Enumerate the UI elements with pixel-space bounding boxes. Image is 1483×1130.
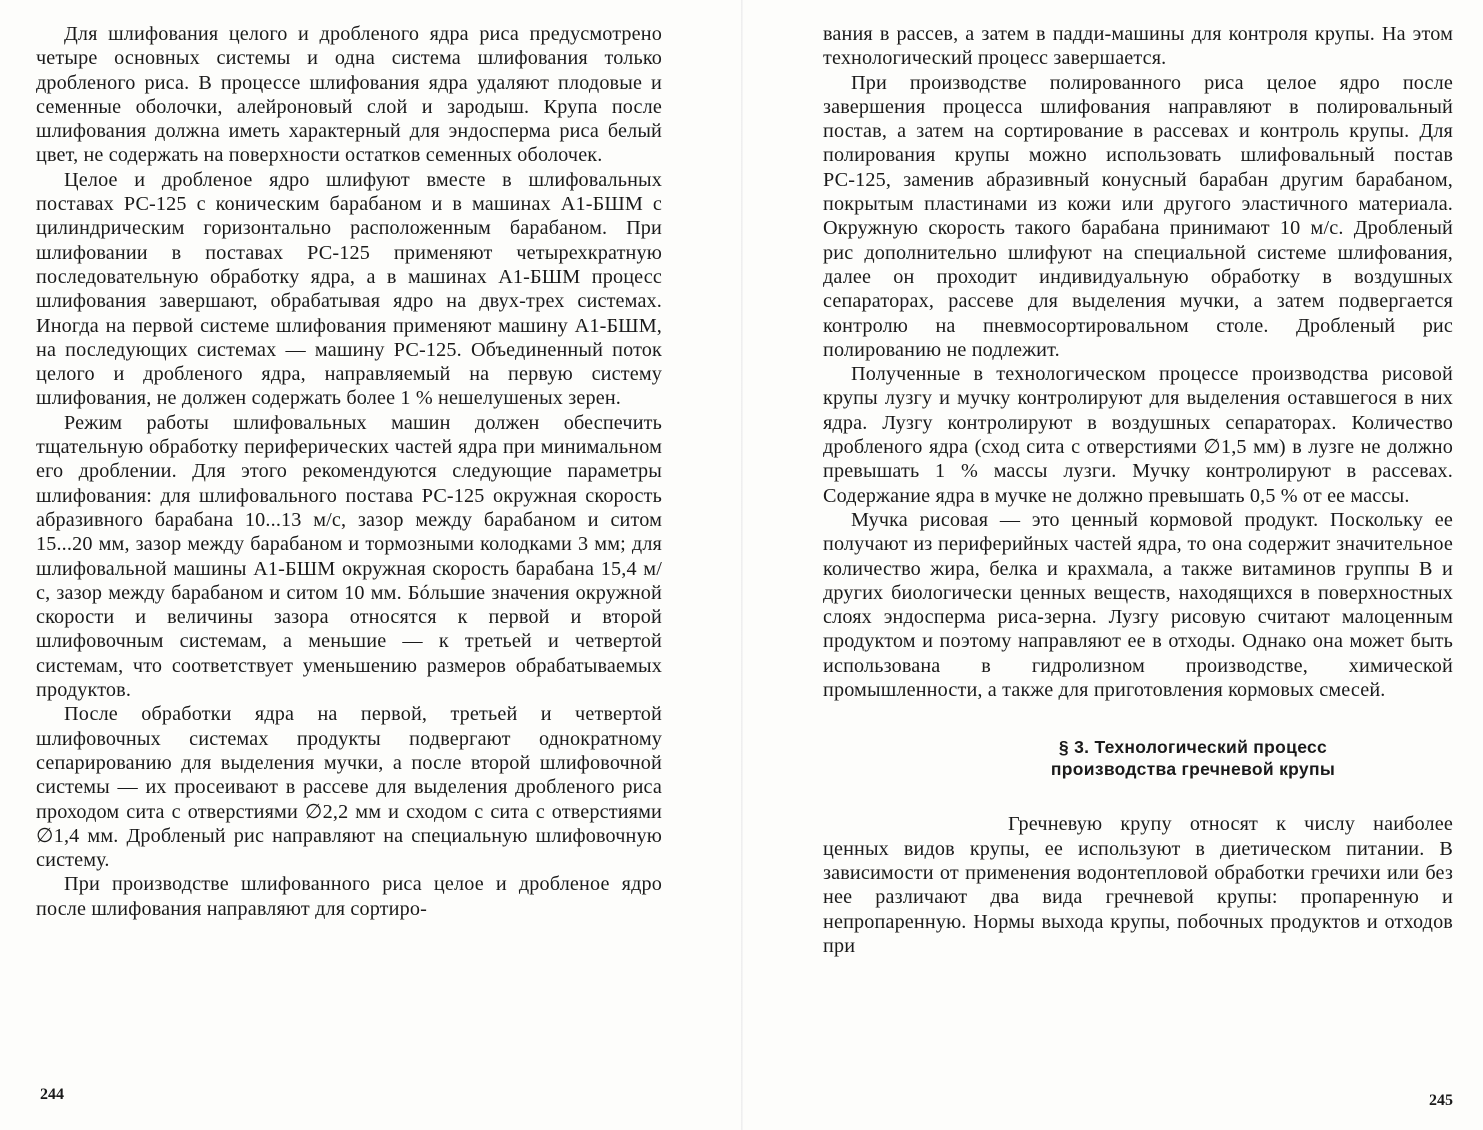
section-heading	[823, 736, 1453, 780]
paragraph: После обработки ядра на первой, третьей и четвертой шлифовочных системах продукты подвергают однократному сепарированию для выделения мучки, а после второй шлифовочной системы — их просеивают в рассеве для выделения дробленого риса проходом сита с отверстиями ∅2,2 мм и сходом с сита с отверстиями ∅1,4 мм. Дробленый рис направляют на специальную шлифовочную систему.	[36, 703, 662, 872]
paragraph: Мучка рисовая — это ценный кормовой продукт. Поскольку ее получают из периферийных частей ядра, то она содержит значительное количество жира, белка и крахмала, а также витаминов группы В и других биологически ценных веществ, находящихся в поверхностных слоях эндосперма риса-зерна. Лузгу рисовую считают малоценным продуктом и поэтому направляют ее в отходы. Однако она может быть использована в гидролизном производстве, химической промышленности, а также для приготовления кормовых смесей.	[823, 508, 1453, 702]
page-number: 245	[1429, 1092, 1453, 1109]
section-heading-line: § 3. Технологический процесс	[1058, 737, 1328, 758]
paragraph: Режим работы шлифовальных машин должен обеспечить тщательную обработку периферических частей ядра при минимальном его дроблении. Для этого рекомендуются следующие параметры шлифования: для шлифовального постава РС-125 окружная скорость абразивного барабана 10...13 м/с, зазор между барабаном и ситом 15...20 мм, зазор между барабаном и тормозными колодками 3 мм; для шлифовальной машины А1-БШМ окружная скорость барабана 15,4 м/с, зазор между барабаном и ситом 10 мм. Бóльшие значения окружной скорости и величины зазора относятся к первой и второй шлифовочным системам, а меньшие — к третьей и четвертой системам, что соответствует уменьшению размеров обрабатываемых продуктов.	[36, 411, 662, 702]
paragraph: Полученные в технологическом процессе производства рисовой крупы лузгу и мучку контролируют для выделения оставшегося в них ядра. Лузгу контролируют в воздушных сепараторах. Количество дробленого ядра (сход сита с отверстиями ∅1,5 мм) в лузге не должно превышать 1 % массы лузги. Мучку контролируют в рассевах. Содержание ядра в мучке не должно превышать 0,5 % от ее массы.	[823, 363, 1453, 507]
paragraph: Гречневую крупу относят к числу наиболее ценных видов крупы, ее используют в диетическом питании. В зависимости от применения водонтепловой обработки гречихи или без нее различают два вида гречневой крупы: пропаренную и непропаренную. Нормы выхода крупы, побочных продуктов и отходов при	[823, 813, 1453, 957]
left-page	[0, 0, 740, 1130]
left-text-column	[36, 22, 662, 921]
paragraph: Целое и дробленое ядро шлифуют вместе в шлифовальных поставах РС-125 с коническим барабаном и в машинах А1-БШМ с цилиндрическим горизонтально расположенным барабаном. При шлифовании в поставах РС-125 применяют четырехкратную последовательную обработку ядра, а в машинах А1-БШМ процесс шлифования завершают, обрабатывая ядро на двух-трех системах. Иногда на первой системе шлифования применяют машину А1-БШМ, на последующих системах — машину РС-125. Объединенный поток целого и дробленого ядра, направляемый на первую систему шлифования, не должен содержать более 1 % нешелушеных зерен.	[36, 168, 662, 410]
right-page	[745, 0, 1483, 1130]
book-gutter	[741, 0, 743, 1130]
paragraph: При производстве шлифованного риса целое и дробленое ядро после шлифования направляют для сортиро-	[36, 873, 662, 920]
paragraph: Для шлифования целого и дробленого ядра риса предусмотрено четыре основных системы и одна система шлифования только дробленого риса. В процессе шлифования ядра удаляют плодовые и семенные оболочки, алейроновый слой и зародыш. Крупа после шлифования должна иметь характерный для эндосперма риса белый цвет, не содержать на поверхности остатков семенных оболочек.	[36, 23, 662, 167]
paragraph: При производстве полированного риса целое ядро после завершения процесса шлифования направляют в полировальный постав, а затем на сортирование в рассевах и контроль крупы. Для полирования крупы можно использовать шлифовальный постав РС-125, заменив абразивный конусный барабан другим барабаном, покрытым пластинами из кожи или другого эластичного материала. Окружную скорость такого барабана принимают 10 м/с. Дробленый рис дополнительно шлифуют на специальной системе шлифования, далее он проходит индивидуальную обработку в воздушных сепараторах, рассеве для выделения мучки, а затем подвергается контролю на пневмосортировальном столе. Дробленый рис полированию не подлежит.	[823, 71, 1453, 361]
section-heading-line: производства гречневой крупы	[1050, 759, 1336, 780]
paragraph: вания в рассев, а затем в падди-машины для контроля крупы. На этом технологический процесс завершается.	[823, 23, 1453, 70]
page-number: 244	[40, 1086, 64, 1103]
right-text-column	[823, 22, 1453, 958]
